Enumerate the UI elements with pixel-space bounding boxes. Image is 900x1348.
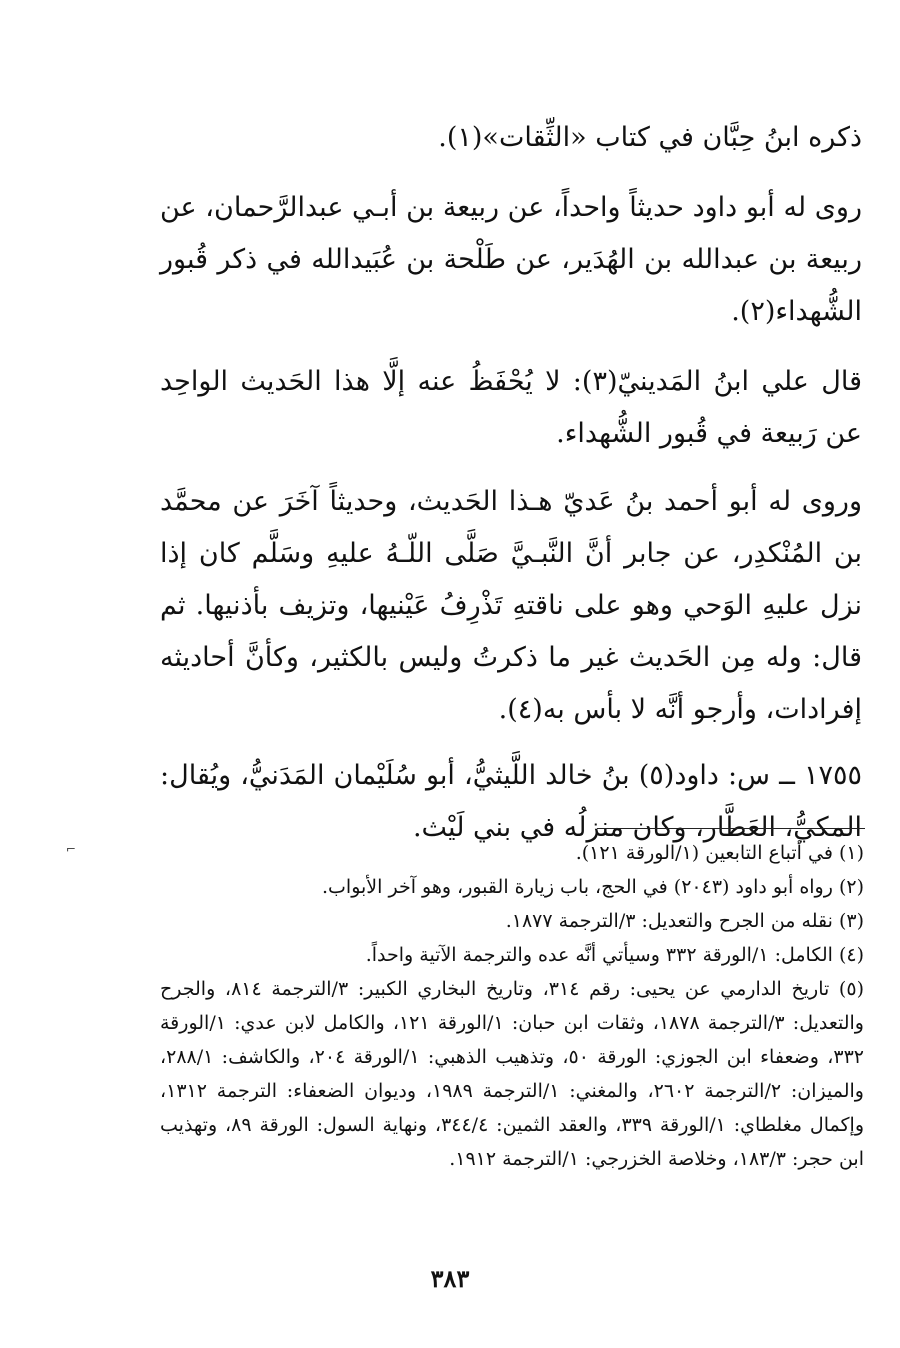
paragraph-4: وروى له أبو أحمد بنُ عَديّ هـذا الحَديث، وحديثاً آخَرَ عن محمَّد بن المُنْكدِر، عن جابر أنَّ النَّبـيَّ صَلَّى اللّـهُ عليهِ وسَلَّم كان إذا نزل عليهِ الوَحي وهو على ناقتهِ تَذْرِفُ عَيْنيها، وتزيف بأذنيها. ثم قال: وله مِن الحَديث غير ما ذكرتُ وليس بالكثير، وكأنَّ أحاديثه إفرادات، وأرجو أنَّه لا بأس به(٤).	[160, 486, 862, 725]
entry-1755: ١٧٥٥ ــ س: داود(٥) بنُ خالد اللَّيثيُّ، أبو سُلَيْمان المَدَنيُّ، ويُقال: المكيُّ، العَطَّار، وكان منزلُه في بني لَيْث.	[160, 760, 862, 843]
page-number: ٣٨٣	[430, 1264, 470, 1293]
footnotes	[160, 836, 864, 1176]
footnote-5: (٥) تاريخ الدارمي عن يحيى: رقم ٣١٤، وتاريخ البخاري الكبير: ٣/الترجمة ٨١٤، والجرح والتعديل: ٣/الترجمة ١٨٧٨، وثقات ابن حبان: ١/الورقة ١٢١، والكامل لابن عدي: ١/الورقة ٣٣٢، وضعفاء ابن الجوزي: الورقة ٥٠، وتذهيب الذهبي: ١/الورقة ٢٠٤، والكاشف: ٢٨٨/١، والميزان: ٢/الترجمة ٢٦٠٢، والمغني: ١/الترجمة ١٩٨٩، وديوان الضعفاء: الترجمة ١٣١٢، وإكمال مغلطاي: ١/الورقة ٣٣٩، والعقد الثمين: ٣٤٤/٤، ونهاية السول: الورقة ٨٩، وتهذيب ابن حجر: ١٨٣/٣، وخلاصة الخزرجي: ١/الترجمة ١٩١٢.	[160, 978, 864, 1170]
paragraph-1: ذكره ابنُ حِبَّان في كتاب «الثِّقات»(١).	[438, 122, 862, 153]
footnote-separator	[597, 828, 865, 829]
paragraph-3: قال علي ابنُ المَدينيّ(٣): لا يُحْفَظُ عنه إلَّا هذا الحَديث الواحِد عن رَبيعة في قُبور الشُّهداء.	[160, 366, 862, 449]
footnote-1: (١) في أتباع التابعين (١/الورقة ١٢١).	[575, 842, 864, 864]
paragraph-2: روى له أبو داود حديثاً واحداً، عن ربيعة بن أبـي عبدالرَّحمان، عن ربيعة بن عبدالله بن الهُدَير، عن طَلْحة بن عُبَيدالله في ذكر قُبور الشُّهداء(٢).	[160, 192, 862, 327]
margin-mark: ⌐	[66, 842, 77, 856]
footnote-4: (٤) الكامل: ١/الورقة ٣٣٢ وسيأتي أنَّه عده والترجمة الآتية واحداً.	[365, 944, 864, 966]
footnote-3: (٣) نقله من الجرح والتعديل: ٣/الترجمة ١٨٧٧.	[505, 910, 864, 932]
footnote-2: (٢) رواه أبو داود (٢٠٤٣) في الحج، باب زيارة القبور، وهو آخر الأبواب.	[322, 876, 864, 898]
main-text	[160, 112, 862, 854]
